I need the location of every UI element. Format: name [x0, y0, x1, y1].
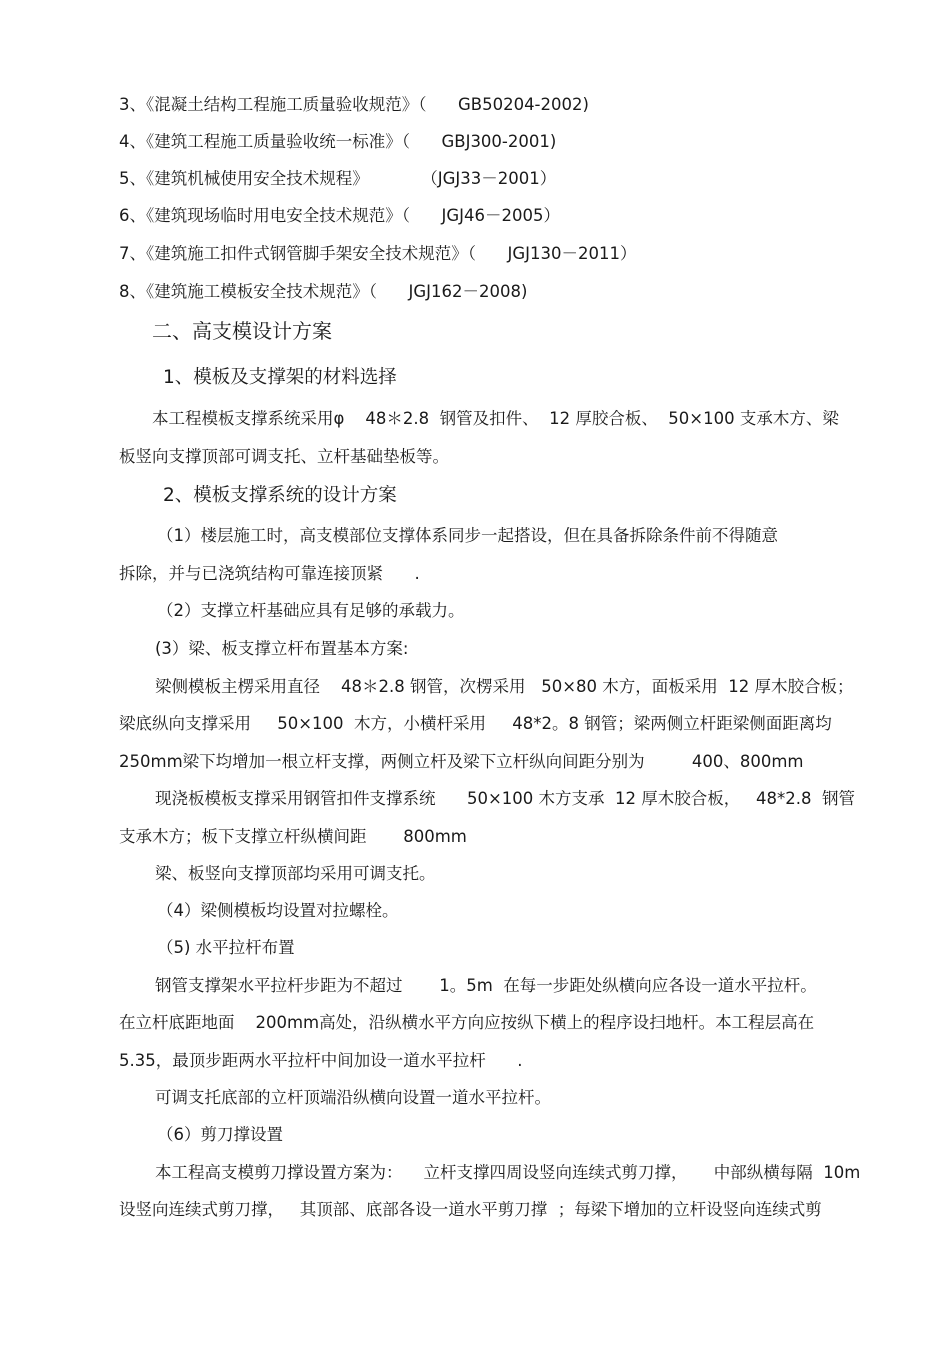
paragraph-line: 拆除，并与已浇筑结构可靠连接顶紧 .: [119, 564, 420, 583]
reference-item: 5、《建筑机械使用安全技术规程》 （JGJ33－2001）: [119, 169, 557, 188]
paragraph-line: （5) 水平拉杆布置: [157, 938, 295, 957]
paragraph-line: 梁、板竖向支撑顶部均采用可调支托。: [155, 864, 436, 883]
reference-item: 7、《建筑施工扣件式钢管脚手架安全技术规范》（ JGJ130－2011）: [119, 244, 637, 263]
paragraph-line: （6）剪刀撑设置: [157, 1125, 283, 1144]
paragraph-line: 可调支托底部的立杆顶端沿纵横向设置一道水平拉杆。: [155, 1088, 551, 1107]
paragraph-line: 本工程高支模剪刀撑设置方案为： 立杆支撑四周设竖向连续式剪刀撑， 中部纵横每隔 10m: [155, 1163, 861, 1182]
paragraph-line: 梁底纵向支撑采用 50×100 木方，小横杆采用 48*2。8 钢管；梁两侧立杆距梁侧面距离均: [119, 714, 832, 733]
section-heading: 二、高支模设计方案: [152, 319, 332, 343]
reference-item: 4、《建筑工程施工质量验收统一标准》（ GBJ300-2001): [119, 132, 557, 151]
reference-item: 6、《建筑现场临时用电安全技术规范》（ JGJ46－2005）: [119, 206, 560, 225]
paragraph-line: 250mm梁下均增加一根立杆支撑，两侧立杆及梁下立杆纵向间距分别为 400、800mm: [119, 752, 804, 771]
paragraph-line: 梁侧模板主楞采用直径 48＊2.8 钢管，次楞采用 50×80 木方，面板采用 12 厚木胶合板；: [155, 677, 854, 696]
paragraph-line: 5.35，最顶步距两水平拉杆中间加设一道水平拉杆 .: [119, 1051, 523, 1070]
paragraph-line: (3）梁、板支撑立杆布置基本方案:: [155, 639, 409, 658]
paragraph-line: 现浇板模板支撑采用钢管扣件支撑系统 50×100 木方支承 12 厚木胶合板， 48*2.8 钢管: [155, 789, 855, 808]
reference-item: 8、《建筑施工模板安全技术规范》（ JGJ162－2008): [119, 282, 528, 301]
paragraph-line: 钢管支撑架水平拉杆步距为不超过 1。5m 在每一步距处纵横向应各设一道水平拉杆。: [155, 976, 817, 995]
subsection-heading-materials: 1、模板及支撑架的材料选择: [163, 367, 397, 388]
reference-item: 3、《混凝土结构工程施工质量验收规范》（ GB50204-2002): [119, 95, 589, 114]
paragraph-line: （2）支撑立杆基础应具有足够的承载力。: [157, 601, 465, 620]
paragraph-line: 支承木方；板下支撑立杆纵横间距 800mm: [119, 827, 467, 846]
paragraph-line: 板竖向支撑顶部可调支托、立杆基础垫板等。: [119, 447, 449, 466]
paragraph-line: （1）楼层施工时，高支模部位支撑体系同步一起搭设，但在具备拆除条件前不得随意: [157, 526, 778, 545]
paragraph-line: 本工程模板支撑系统采用φ 48＊2.8 钢管及扣件、 12 厚胶合板、 50×100 支承木方、梁: [152, 409, 839, 428]
paragraph-line: （4）梁侧模板均设置对拉螺栓。: [157, 901, 399, 920]
paragraph-line: 在立杆底距地面 200mm高处，沿纵横水平方向应按纵下横上的程序设扫地杆。本工程层高在: [119, 1013, 815, 1032]
subsection-heading-design: 2、模板支撑系统的设计方案: [163, 485, 397, 506]
paragraph-line: 设竖向连续式剪刀撑， 其顶部、底部各设一道水平剪刀撑 ；每梁下增加的立杆设竖向连续式剪: [119, 1200, 822, 1219]
